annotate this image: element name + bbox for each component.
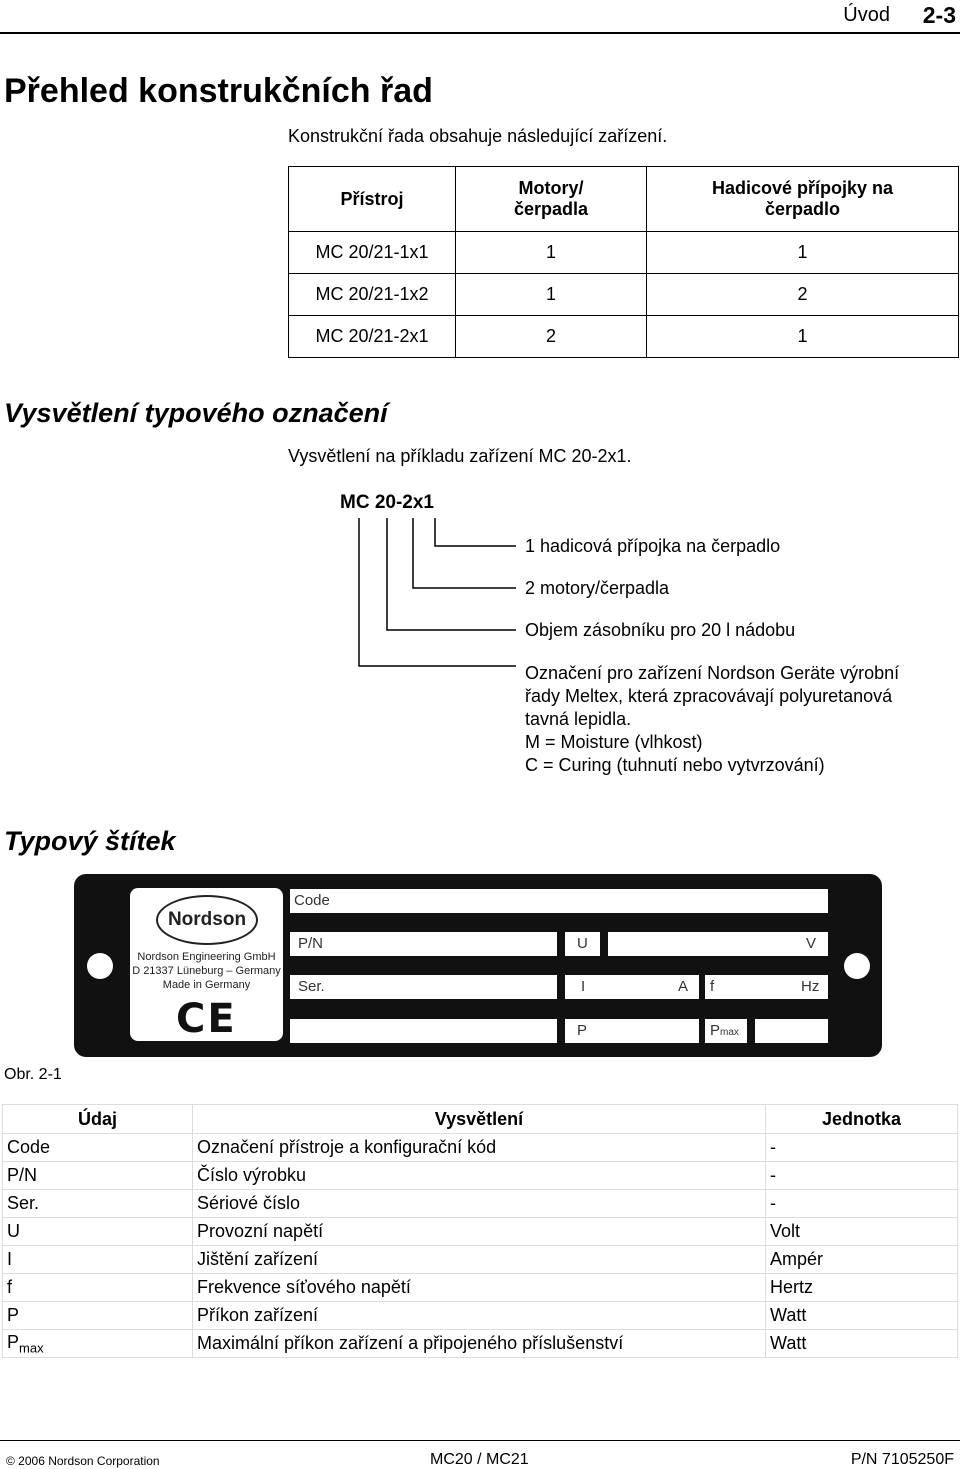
legend-cell: f — [3, 1274, 193, 1302]
field-hz-label: Hz — [801, 978, 820, 995]
series-table — [288, 166, 959, 358]
series-cell: 1 — [647, 232, 959, 274]
series-cell: MC 20/21-1x2 — [289, 274, 456, 316]
field-v-label: V — [806, 935, 817, 952]
legend-cell: Označení přístroje a konfigurační kód — [193, 1134, 766, 1162]
legend-cell: Watt — [766, 1330, 958, 1358]
field-blank — [290, 1019, 557, 1043]
typecode-expl-motors: 2 motory/čerpadla — [525, 578, 670, 598]
field-a-label: A — [678, 978, 689, 995]
typecode-expl-volume: Objem zásobníku pro 20 l nádobu — [525, 620, 796, 640]
field-code-label: Code — [294, 892, 330, 909]
legend-cell: I — [3, 1246, 193, 1274]
company-origin: Made in Germany — [162, 979, 251, 991]
typecode-expl-series: Označení pro zařízení Nordson Geräte výrobní řady Meltex, která zpracovávají polyuretanová tavná lepidla. M = Moisture (vlhkost) C = Curing (tuhnutí nebo vytvrzování) — [525, 663, 900, 775]
legend-cell: - — [766, 1134, 958, 1162]
legend-cell: Code — [3, 1134, 193, 1162]
legend-cell: Provozní napětí — [193, 1218, 766, 1246]
page-number: 2-3 — [922, 2, 956, 28]
legend-cell: P — [3, 1302, 193, 1330]
field-pmax-label — [710, 1022, 739, 1039]
series-col-motors: Motory/ čerpadla — [456, 167, 647, 232]
legend-cell: - — [766, 1190, 958, 1218]
legend-cell: Maximální příkon zařízení a připojeného příslušenství — [193, 1330, 766, 1358]
legend-cell: Hertz — [766, 1274, 958, 1302]
nameplate-heading: Typový štítek — [4, 826, 176, 856]
field-ser-label: Ser. — [298, 978, 325, 995]
field-pn-label: P/N — [298, 935, 324, 952]
table-row — [3, 1246, 958, 1274]
field-i-label: I — [581, 978, 586, 995]
field-pmax-sub: max — [720, 1027, 739, 1038]
series-intro: Konstrukční řada obsahuje následující zařízení. — [288, 126, 668, 146]
footer-rule — [0, 1440, 960, 1441]
series-col-device: Přístroj — [289, 167, 456, 232]
series-cell: MC 20/21-2x1 — [289, 316, 456, 358]
series-cell: 2 — [456, 316, 647, 358]
field-voltage — [608, 932, 828, 956]
legend-cell: Příkon zařízení — [193, 1302, 766, 1330]
footer-copyright: © 2006 Nordson Corporation — [6, 1454, 160, 1468]
nordson-logo: Nordson — [156, 895, 258, 945]
field-p-label: P — [577, 1022, 588, 1039]
table-row — [3, 1302, 958, 1330]
legend-col-field: Údaj — [3, 1105, 193, 1134]
legend-cell: Číslo výrobku — [193, 1162, 766, 1190]
field-code — [290, 889, 828, 913]
typecode-code: MC 20-2x1 — [340, 492, 434, 513]
header-section: Úvod — [843, 4, 890, 26]
ce-mark: CE — [176, 996, 237, 1042]
header-rule — [0, 32, 960, 34]
figure-caption: Obr. 2-1 — [4, 1066, 62, 1083]
legend-cell: - — [766, 1162, 958, 1190]
field-u-label: U — [577, 935, 588, 952]
table-row — [3, 1330, 958, 1358]
typecode-intro: Vysvětlení na příkladu zařízení MC 20-2x1. — [288, 446, 632, 466]
legend-table — [2, 1104, 958, 1358]
field-f-label: f — [710, 978, 715, 995]
table-row — [3, 1218, 958, 1246]
series-cell: 2 — [647, 274, 959, 316]
series-cell: 1 — [456, 232, 647, 274]
legend-cell: P/N — [3, 1162, 193, 1190]
typecode-expl-hoses: 1 hadicová přípojka na čerpadlo — [525, 536, 781, 556]
table-row — [3, 1162, 958, 1190]
legend-cell — [3, 1330, 193, 1358]
field-pn — [290, 932, 557, 956]
typecode-heading: Vysvětlení typového označení — [4, 398, 388, 428]
company-address — [130, 950, 283, 992]
mount-hole-left — [87, 953, 113, 979]
series-col-hoses: Hadicové přípojky na čerpadlo — [647, 167, 959, 232]
typecode-leader-lines — [350, 516, 520, 672]
legend-cell: Ampér — [766, 1246, 958, 1274]
legend-cell: Frekvence síťového napětí — [193, 1274, 766, 1302]
series-cell: MC 20/21-1x1 — [289, 232, 456, 274]
footer-pn: P/N 7105250F — [850, 1451, 954, 1468]
footer-model: MC20 / MC21 — [430, 1451, 529, 1468]
legend-col-unit: Jednotka — [766, 1105, 958, 1134]
field-ser — [290, 975, 557, 999]
mount-hole-right — [844, 953, 870, 979]
legend-cell: Watt — [766, 1302, 958, 1330]
company-city: D 21337 Lüneburg – Germany — [132, 965, 281, 977]
field-pmax-p: P — [710, 1022, 721, 1039]
field-pmax-value — [755, 1019, 828, 1043]
legend-cell: Sériové číslo — [193, 1190, 766, 1218]
legend-cell: U — [3, 1218, 193, 1246]
table-row — [3, 1274, 958, 1302]
legend-pmax-sub: max — [19, 1340, 44, 1356]
series-cell: 1 — [647, 316, 959, 358]
series-cell: 1 — [456, 274, 647, 316]
page-title: Přehled konstrukčních řad — [4, 72, 433, 110]
legend-cell: Volt — [766, 1218, 958, 1246]
legend-cell: Ser. — [3, 1190, 193, 1218]
company-name: Nordson Engineering GmbH — [137, 951, 276, 963]
table-row — [3, 1134, 958, 1162]
table-row — [3, 1190, 958, 1218]
legend-col-explanation: Vysvětlení — [193, 1105, 766, 1134]
legend-pmax-p: P — [7, 1331, 20, 1352]
legend-cell: Jištění zařízení — [193, 1246, 766, 1274]
